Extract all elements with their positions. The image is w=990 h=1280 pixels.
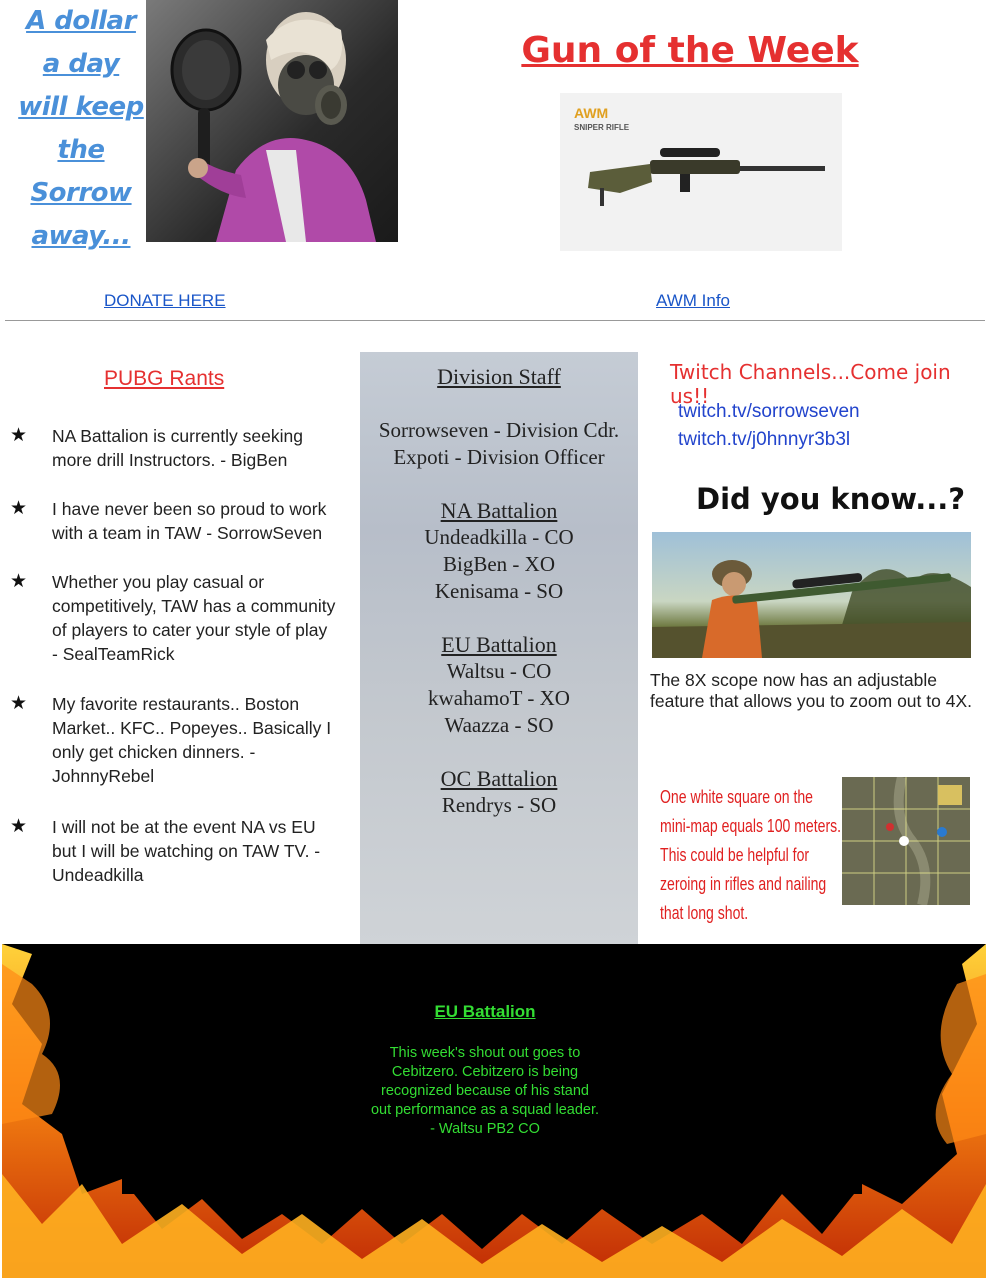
section-divider bbox=[5, 320, 985, 321]
awm-info-link[interactable]: AWM Info bbox=[656, 291, 730, 310]
staff-member: Sorrowseven - Division Cdr. bbox=[378, 418, 620, 442]
division-staff-title: Division Staff bbox=[437, 364, 561, 389]
gasmask-character-illustration bbox=[146, 0, 398, 242]
staff-member: kwahamoT - XO bbox=[428, 686, 570, 710]
rant-item bbox=[10, 692, 340, 792]
rant-text: I will not be at the event NA vs EU but I will be watching on TAW TV. - Undeadkilla bbox=[52, 817, 321, 885]
sniper-soldier-image bbox=[652, 532, 971, 658]
staff-member: Waltsu - CO bbox=[446, 659, 552, 683]
rant-item bbox=[10, 815, 340, 890]
shoutout-text: This week's shout out goes to Cebitzero. Cebitzero is being recognized because of his stand out performance as a squad leader. - Waltsu PB2 CO bbox=[370, 1045, 600, 1137]
twitch-link-sorrowseven[interactable]: twitch.tv/sorrowseven bbox=[678, 401, 860, 422]
donate-link[interactable]: DONATE HERE bbox=[104, 291, 226, 310]
shoutout-title: EU Battalion bbox=[434, 1002, 536, 1021]
twitch-link-j0hnnyr3b3l[interactable]: twitch.tv/j0hnnyr3b3l bbox=[678, 429, 851, 450]
twitch-channels-title: Twitch Channels...Come join us!! bbox=[670, 360, 951, 408]
awm-card-name: AWM bbox=[574, 105, 609, 121]
awm-card-subtitle: SNIPER RIFLE bbox=[574, 123, 630, 132]
slogan-line: the bbox=[57, 135, 105, 165]
staff-member: Rendrys - SO bbox=[441, 793, 557, 817]
minimap-fact-text: One white square on the mini-map equals 100 meters. This could be helpful for zeroing in rifles and nailing that long shot. bbox=[660, 787, 842, 923]
battalion-title: EU Battalion bbox=[441, 632, 557, 657]
division-staff-panel bbox=[360, 352, 638, 944]
rant-text: I have never been so proud to work with a team in TAW - SorrowSeven bbox=[52, 499, 327, 543]
staff-member: Undeadkilla - CO bbox=[424, 525, 574, 549]
slogan-line: will keep bbox=[18, 92, 144, 122]
gun-of-the-week-title: Gun of the Week bbox=[521, 30, 859, 71]
slogan-line: away... bbox=[31, 221, 131, 251]
scope-fact-text: The 8X scope now has an adjustable feature that allows you to zoom out to 4X. bbox=[650, 670, 972, 711]
slogan-line: a day bbox=[42, 49, 120, 79]
star-bullet-icon: ★ bbox=[10, 693, 28, 714]
rant-item bbox=[10, 497, 340, 547]
sniper-soldier-illustration bbox=[652, 532, 971, 658]
rant-item bbox=[10, 570, 340, 670]
awm-rifle-image bbox=[560, 93, 842, 251]
staff-member: Kenisama - SO bbox=[434, 579, 564, 603]
slogan-line: Sorrow bbox=[30, 178, 132, 208]
star-bullet-icon: ★ bbox=[10, 498, 28, 519]
rant-item bbox=[10, 424, 340, 474]
rant-text: My favorite restaurants.. Boston Market.. KFC.. Popeyes.. Basically I only get chicken dinners. - JohnnyRebel bbox=[52, 694, 332, 786]
staff-member: Waazza - SO bbox=[444, 713, 554, 737]
staff-member: BigBen - XO bbox=[443, 552, 555, 576]
battalion-title: NA Battalion bbox=[440, 498, 558, 523]
did-you-know-title: Did you know...? bbox=[696, 482, 966, 516]
star-bullet-icon: ★ bbox=[10, 425, 28, 446]
staff-member: Expoti - Division Officer bbox=[393, 445, 605, 469]
gasmask-character-image bbox=[146, 0, 398, 242]
minimap-image bbox=[842, 777, 970, 905]
minimap-grid-illustration bbox=[842, 777, 970, 905]
slogan-line: A dollar bbox=[26, 6, 136, 36]
rant-text: NA Battalion is currently seeking more drill Instructors. - BigBen bbox=[52, 426, 303, 470]
star-bullet-icon: ★ bbox=[10, 571, 28, 592]
rant-text: Whether you play casual or competitively, TAW has a community of players to cater your style of play - SealTeamRick bbox=[52, 572, 336, 664]
pubg-rants-title: PUBG Rants bbox=[104, 367, 225, 390]
donate-slogan bbox=[18, 0, 144, 258]
battalion-title: OC Battalion bbox=[440, 766, 558, 791]
star-bullet-icon: ★ bbox=[10, 816, 28, 837]
sniper-rifle-icon bbox=[580, 138, 830, 208]
